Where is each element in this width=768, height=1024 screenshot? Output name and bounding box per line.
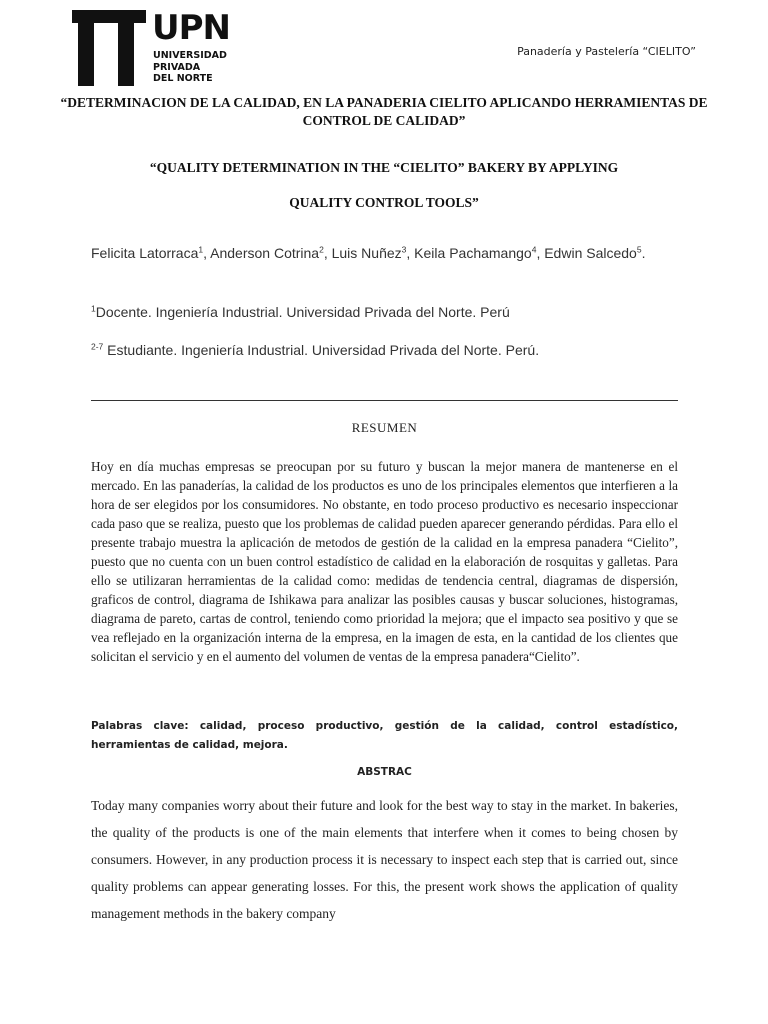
logo-subtitle [153,50,227,85]
author-separator: . [641,245,646,261]
author-sup: 5 [636,244,642,255]
abstract-heading: ABSTRAC [357,766,412,778]
affiliation-text: Estudiante. Ingeniería Industrial. Universidad Privada del Norte. Perú. [103,342,540,358]
author-separator: , [406,245,415,261]
resumen-body: Hoy en día muchas empresas se preocupan por su futuro y buscan la mejor manera de mantenerse en el mercado. En las panaderías, la calidad de los productos es uno de los principales elementos que interfieren a la hora de ser elegidos por los consumidores. No obstante, en todo proceso productivo es necesario inspeccionar cada paso que se realiza, puesto que los problemas de calidad pueden aparecer generando pérdidas. Para ello el presente trabajo muestra la aplicación de metodos de gestión de la calidad en la empresa panadera “Cielito”, puesto que no cuenta con un buen control estadístico de calidad en la elaboración de rosquitas y galletas. Para ello se utilizaran herramientas de la calidad como: medidas de tendencia central, diagramas de dispersión, graficos de control, diagrama de Ishikawa para analizar las posibles causas y buscar soluciones, histogramas, diagrama de pareto, cartas de control, teniendo como prioridad la mejora; que el impacto sea positivo y que se vea reflejado en la organización interna de la empresa, en la imagen de esta, en la cantidad de los clientes que solicitan el servicio y en el aumento del volumen de ventas de la empresa panadera“Cielito”. [91,459,678,664]
abstract-body: Today many companies worry about their future and look for the best way to stay in the market. In bakeries, the quality of the products is one of the main elements that interfere when it comes to being chosen by consumers. However, in any production process it is necessary to inspect each step that is carried out, since quality problems can appear generating losses. For this, the present work shows the application of quality management methods in the bakery company [91,798,678,921]
title-english-line-1: “QUALITY DETERMINATION IN THE “CIELITO” BAKERY BY APPLYING [149,160,619,175]
affiliation-sup: 2-7 [91,341,104,352]
author-sup: 4 [531,244,537,255]
author-list [91,239,681,267]
author-sup: 1 [198,244,204,255]
author-name: Keila Pachamango [414,245,532,261]
title-spanish: “DETERMINACION DE LA CALIDAD, EN LA PANADERIA CIELITO APLICANDO HERRAMIENTAS DE CONTROL DE CALIDAD” [60,95,708,128]
upn-logo [72,10,232,88]
author-sup: 3 [401,244,407,255]
author-name: Edwin Salcedo [544,245,637,261]
author-separator: , [203,245,211,261]
author-separator: , [536,245,545,261]
logo-name: UPN [152,8,230,48]
resumen-heading: RESUMEN [351,420,418,435]
author-name: Felicita Latorraca [91,245,199,261]
author-separator: , [323,245,332,261]
logo-sub-line: DEL NORTE [153,73,213,84]
upn-logo-icon [72,10,146,86]
section-divider [91,400,678,401]
title-english-line-2: QUALITY CONTROL TOOLS” [289,195,479,210]
author-sup: 2 [319,244,324,255]
logo-sub-line: PRIVADA [153,61,201,73]
author-name: Anderson Cotrina [210,245,320,261]
affiliation-sup: 1 [91,303,96,314]
logo-sub-line: UNIVERSIDAD [153,50,227,61]
affiliation-text: Docente. Ingeniería Industrial. Universidad Privada del Norte. Perú [95,304,510,320]
running-header: Panadería y Pastelería “CIELITO” [517,45,696,58]
affiliation [91,304,510,320]
author-name: Luis Nuñez [331,245,402,261]
keywords: Palabras clave: calidad, proceso productivo, gestión de la calidad, control estadístico, herramientas de calidad, mejora. [91,720,678,751]
affiliation [91,342,539,358]
